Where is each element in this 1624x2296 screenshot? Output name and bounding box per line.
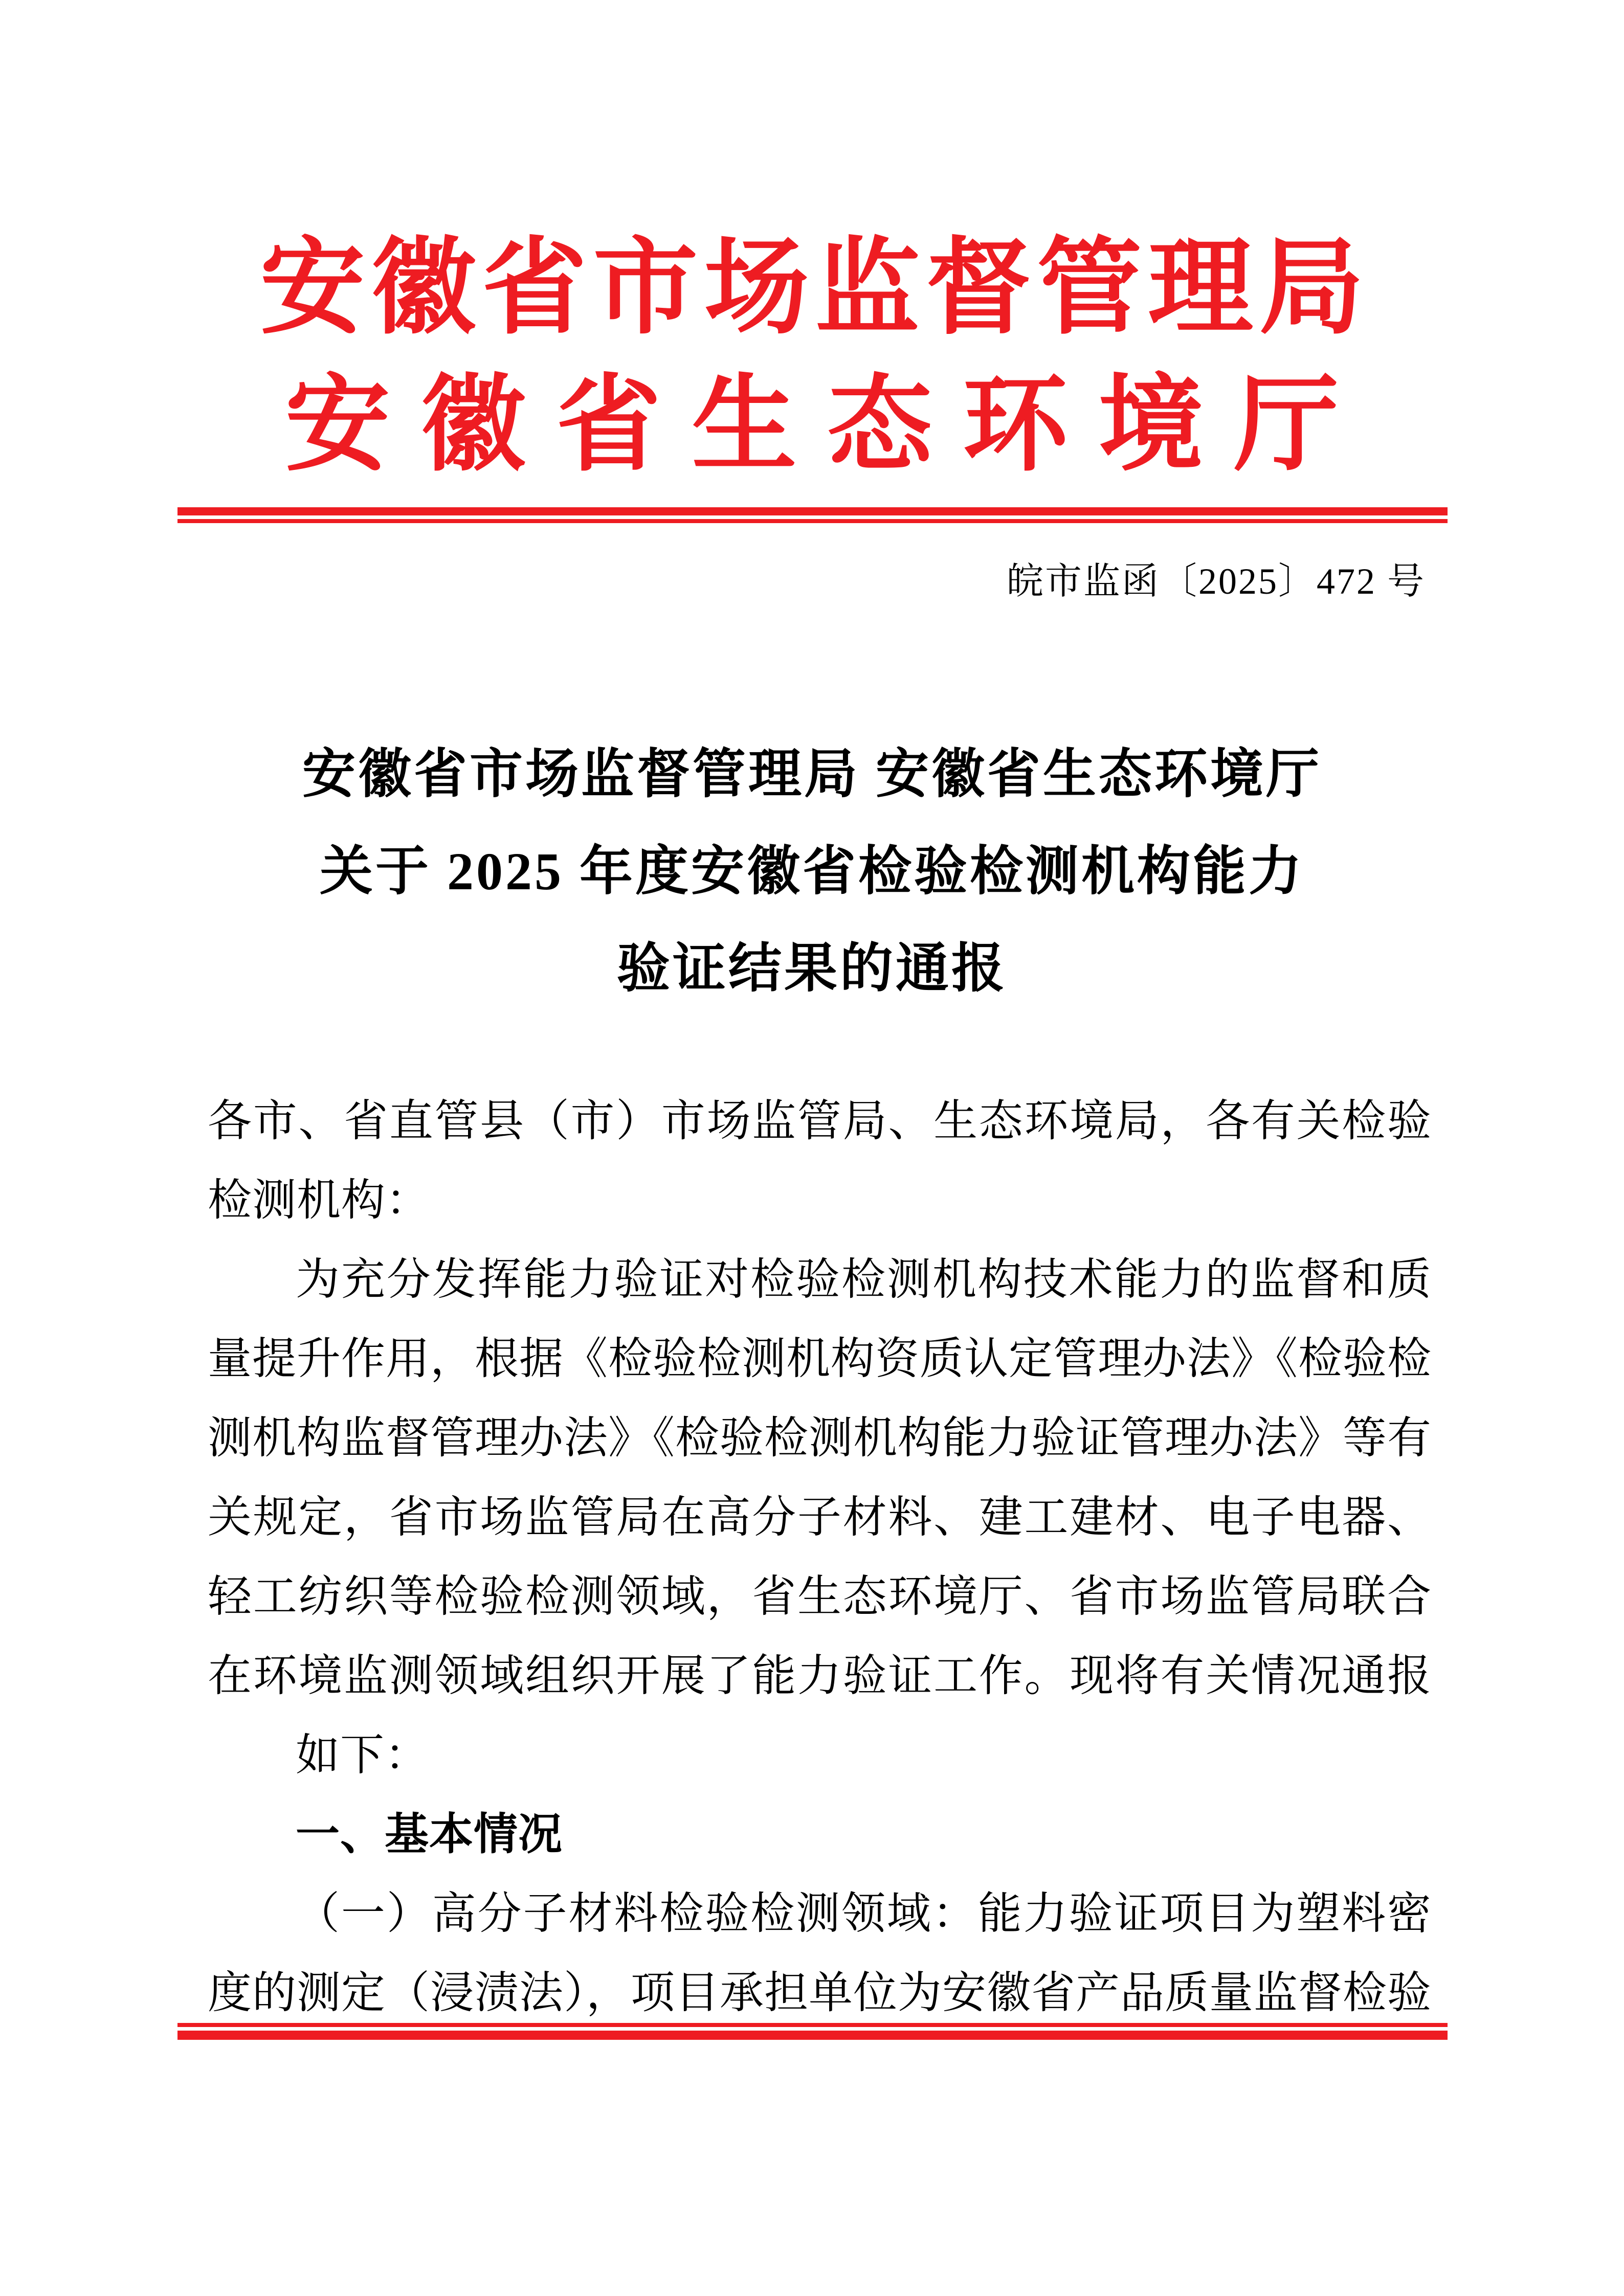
document-title [176, 726, 1448, 1018]
document-number: 皖市监函〔2025〕472 号 [1006, 561, 1426, 602]
paragraph1-line-5: 轻工纺织等检验检测领域，省生态环境厅、省市场监管局联合 [208, 1572, 1432, 1621]
paragraph1-line-3: 测机构监督管理办法》《检验检测机构能力验证管理办法》等有 [208, 1413, 1432, 1462]
document-body [208, 1082, 1432, 2033]
paragraph1-line-6: 在环境监测领域组织开展了能力验证工作。现将有关情况通报 [208, 1651, 1432, 1700]
section1-heading: 一、基本情况 [296, 1810, 563, 1859]
paragraph2-line-2: 度的测定（浸渍法），项目承担单位为安徽省产品质量监督检验 [208, 1968, 1432, 2017]
paragraph1-line-2: 量提升作用，根据《检验检测机构资质认定管理办法》《检验检 [208, 1334, 1432, 1383]
paragraph1-line-1: 为充分发挥能力验证对检验检测机构技术能力的监督和质 [296, 1255, 1432, 1304]
title-line-1: 安徽省市场监督管理局 安徽省生态环境厅 [302, 745, 1322, 804]
top-divider-thick [177, 507, 1448, 515]
paragraph1-line-7: 如下： [296, 1730, 429, 1780]
salutation-line-2: 检测机构： [208, 1176, 430, 1225]
paragraph1-line-4: 关规定，省市场监管局在高分子材料、建工建材、电子电器、 [208, 1493, 1432, 1542]
paragraph2-line-1: （一）高分子材料检验检测领域：能力验证项目为塑料密 [296, 1889, 1432, 1938]
title-line-2: 关于 2025 年度安徽省检验检测机构能力 [319, 842, 1304, 901]
bottom-divider-thick [177, 2031, 1448, 2040]
top-divider-thin [177, 519, 1448, 523]
title-line-3: 验证结果的通报 [616, 939, 1007, 998]
salutation-line-1: 各市、省直管县（市）市场监管局、生态环境局，各有关检验 [208, 1096, 1432, 1145]
letterhead-agency-1: 安徽省市场监督管理局 [260, 231, 1370, 347]
letterhead-agency-2: 安徽省生态环境厅 [285, 368, 1370, 484]
bottom-divider-thin [177, 2023, 1448, 2027]
